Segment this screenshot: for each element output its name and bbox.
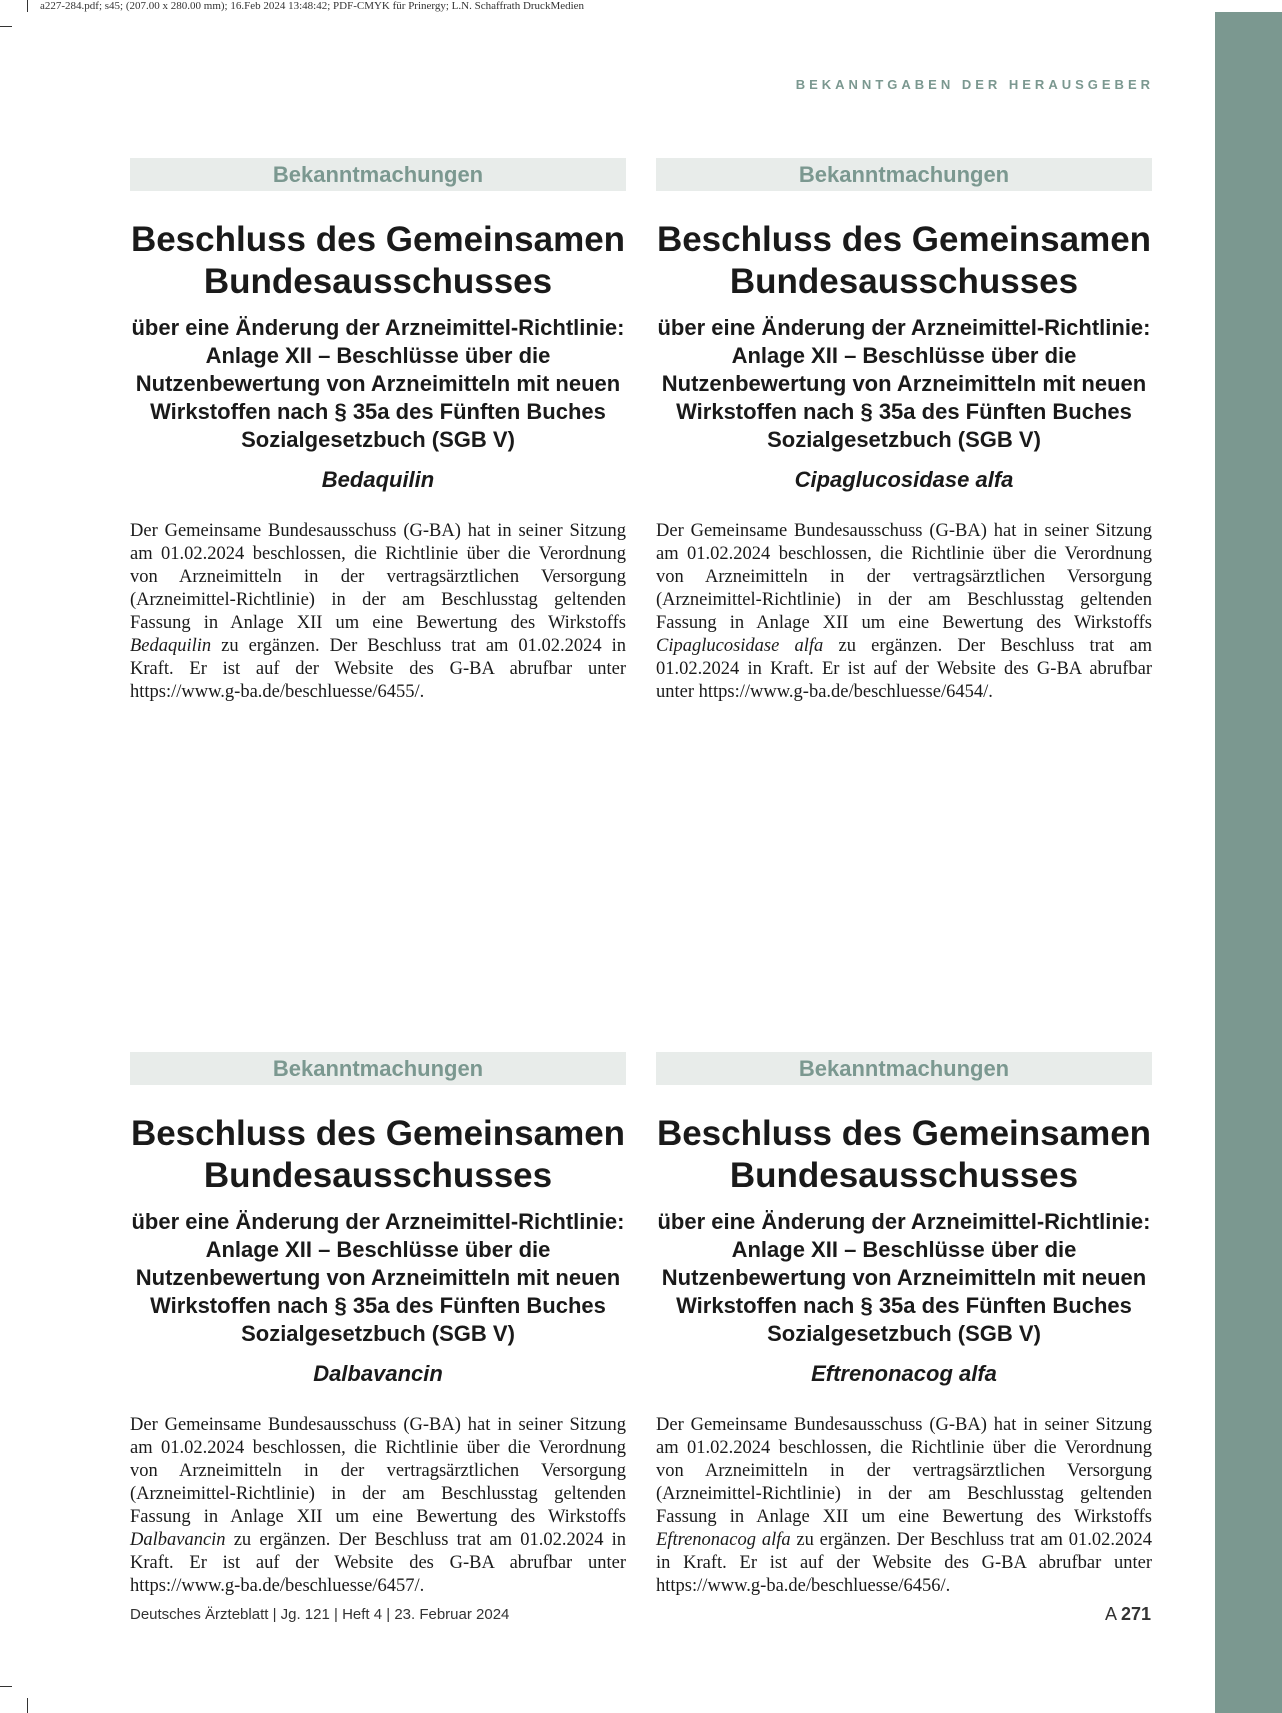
notice-banner: Bekanntmachungen [130,158,626,191]
notice-body: Der Gemeinsame Bundesausschuss (G-BA) hat in seiner Sitzung am 01.02.2024 beschlossen, die Richtlinie über die Verordnung von Arzneimitteln in der vertragsärztlichen Versorgung (Arzneimittel-Richtlinie) in der am Beschlusstag geltenden Fassung in Anlage XII um eine Bewertung des Wirkstoffs Dalbavancin zu ergänzen. Der Beschluss trat am 01.02.2024 in Kraft. Er ist auf der Website des G-BA abrufbar unter https://www.g-ba.de/beschluesse/6457/. [130,1415,626,1596]
notice-eftrenonacog-alfa [656,1052,1152,1598]
notice-banner: Bekanntmachungen [656,1052,1152,1085]
notice-body: Der Gemeinsame Bundesausschuss (G-BA) hat in seiner Sitzung am 01.02.2024 beschlossen, die Richtlinie über die Verordnung von Arzneimitteln in der vertragsärztlichen Versorgung (Arzneimittel-Richtlinie) in der am Beschlusstag geltenden Fassung in Anlage XII um eine Bewertung des Wirkstoffs Eftrenonacog alfa zu ergänzen. Der Beschluss trat am 01.02.2024 in Kraft. Er ist auf der Website des G-BA abrufbar unter https://www.g-ba.de/beschluesse/6456/. [656,1415,1152,1596]
journal-citation: Deutsches Ärzteblatt | Jg. 121 | Heft 4 | 23. Februar 2024 [130,1606,510,1623]
section-header: BEKANNTGABEN DER HERAUSGEBER [795,77,1154,92]
notice-body: Der Gemeinsame Bundesausschuss (G-BA) hat in seiner Sitzung am 01.02.2024 beschlossen, die Richtlinie über die Verordnung von Arzneimitteln in der vertragsärztlichen Versorgung (Arzneimittel-Richtlinie) in der am Beschlusstag geltenden Fassung in Anlage XII um eine Bewertung des Wirkstoffs Bedaquilin zu ergänzen. Der Beschluss trat am 01.02.2024 in Kraft. Er ist auf der Website des G-BA abrufbar unter https://www.g-ba.de/beschluesse/6455/. [130,521,626,702]
print-info-line: a227-284.pdf; s45; (207.00 x 280.00 mm); 16.Feb 2024 13:48:42; PDF-CMYK für Prinergy; L.N. Schaffrath DruckMedien [40,0,585,12]
notice-drug-name: Dalbavancin [313,1361,443,1386]
notice-title: Beschluss des Gemeinsamen Bundesausschusses [656,220,1152,301]
notice-subtitle: über eine Änderung der Arzneimittel-Richtlinie: Anlage XII – Beschlüsse über die Nutzenbewertung von Arzneimitteln mit neuen Wirkstoffen nach § 35a des Fünften Buches Sozialgesetzbuch (SGB V) [657,315,1151,452]
crop-mark [27,1698,28,1713]
notice-banner: Bekanntmachungen [656,158,1152,191]
notice-bedaquilin [130,158,626,704]
page-number: A 271 [1105,1604,1152,1624]
notice-drug-name: Bedaquilin [321,467,435,492]
notice-subtitle: über eine Änderung der Arzneimittel-Richtlinie: Anlage XII – Beschlüsse über die Nutzenbewertung von Arzneimitteln mit neuen Wirkstoffen nach § 35a des Fünften Buches Sozialgesetzbuch (SGB V) [657,1209,1151,1346]
notice-drug-name: Eftrenonacog alfa [811,1361,997,1386]
notice-dalbavancin [130,1052,626,1598]
notice-body: Der Gemeinsame Bundesausschuss (G-BA) hat in seiner Sitzung am 01.02.2024 beschlossen, die Richtlinie über die Verordnung von Arzneimitteln in der vertragsärztlichen Versorgung (Arzneimittel-Richtlinie) in der am Beschlusstag geltenden Fassung in Anlage XII um eine Bewertung des Wirkstoffs Cipaglucosidase alfa zu ergänzen. Der Beschluss trat am 01.02.2024 in Kraft. Er ist auf der Website des G-BA abrufbar unter https://www.g-ba.de/beschluesse/6454/. [656,521,1152,702]
notice-title: Beschluss des Gemeinsamen Bundesausschusses [656,1114,1152,1195]
notice-subtitle: über eine Änderung der Arzneimittel-Richtlinie: Anlage XII – Beschlüsse über die Nutzenbewertung von Arzneimitteln mit neuen Wirkstoffen nach § 35a des Fünften Buches Sozialgesetzbuch (SGB V) [131,315,625,452]
crop-mark [0,26,12,27]
notice-title: Beschluss des Gemeinsamen Bundesausschusses [130,1114,626,1195]
notice-title: Beschluss des Gemeinsamen Bundesausschusses [130,220,626,301]
notice-drug-name: Cipaglucosidase alfa [794,467,1014,492]
page-edge-color-bar [1215,12,1282,1713]
notice-banner: Bekanntmachungen [130,1052,626,1085]
crop-mark [27,0,28,12]
notice-cipaglucosidase-alfa [656,158,1152,704]
notice-subtitle: über eine Änderung der Arzneimittel-Richtlinie: Anlage XII – Beschlüsse über die Nutzenbewertung von Arzneimitteln mit neuen Wirkstoffen nach § 35a des Fünften Buches Sozialgesetzbuch (SGB V) [131,1209,625,1346]
crop-mark [0,1686,12,1687]
